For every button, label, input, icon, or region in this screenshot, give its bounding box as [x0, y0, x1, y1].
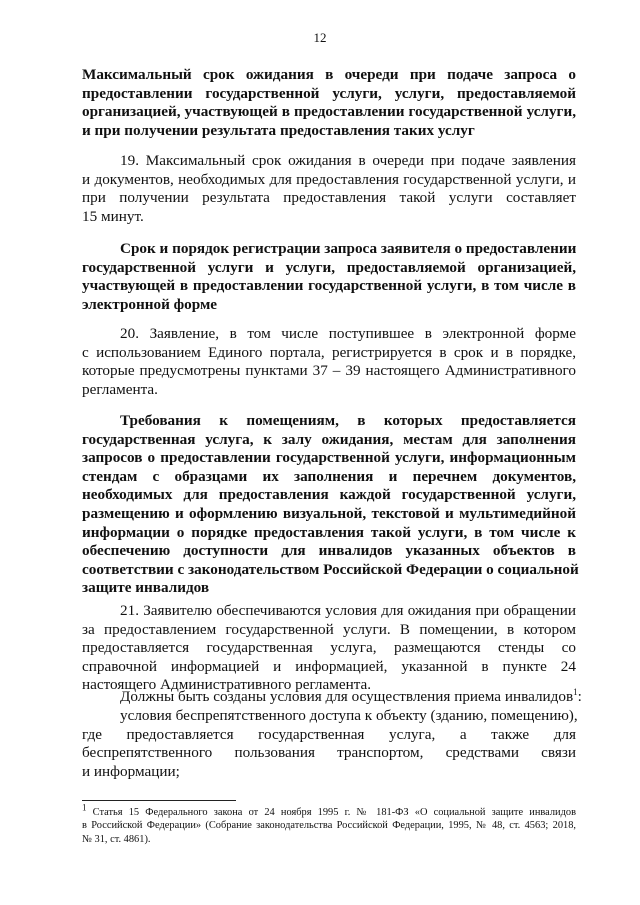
footnote-line: № 31, ст. 4861). — [82, 833, 151, 845]
footnote-ref: 1 — [573, 686, 578, 697]
heading-line: организацией, участвующей в предоставлении государственной услуги, — [82, 103, 576, 121]
paragraph-line: где предоставляется государственная услуга, а также для — [82, 725, 576, 743]
paragraph-line: при получении результата предоставления такой услуги составляет — [82, 189, 576, 207]
paragraph-line: предоставляется государственная услуга, размещаются стенды со — [82, 639, 576, 657]
paragraph-line: 20. Заявление, в том числе поступившее в электронной форме — [120, 325, 576, 342]
heading-line: стендам с образцами их заполнения и перечнем документов, — [82, 467, 576, 485]
heading-line: государственная услуга, к залу ожидания, местам для заполнения — [82, 430, 576, 448]
heading-line: предоставлении государственной услуги, услуги, предоставляемой — [82, 84, 576, 102]
paragraph-line: которые предусмотрены пунктами 37 – 39 настоящего Административного — [82, 362, 576, 380]
heading-line: необходимых для предоставления каждой государственной услуги, — [82, 486, 576, 504]
paragraph-line: беспрепятственного пользования транспортом, средствами связи — [82, 744, 576, 762]
heading-line: соответствии с законодательством Российской Федерации о социальной — [82, 560, 579, 578]
paragraph-line: настоящего Административного регламента. — [82, 676, 372, 694]
paragraph-line: 15 минут. — [82, 207, 144, 225]
heading-line: информации о порядке предоставления такой услуги, в том числе к — [82, 523, 576, 541]
paragraph-disabled-access — [82, 686, 582, 707]
page-number: 12 — [313, 30, 327, 45]
paragraph-text: Должны быть созданы условия для осуществления приема инвалидов — [120, 688, 574, 705]
paragraph-line: и информации; — [82, 762, 180, 780]
paragraph-19 — [82, 152, 576, 226]
footnote-line — [82, 802, 576, 819]
paragraph-line: 21. Заявителю обеспечиваются условия для ожидания при обращении — [120, 602, 576, 619]
paragraph-line: с использованием Единого портала, регистрируется в срок и в порядке, — [82, 343, 576, 361]
footnote-text: Статья 15 Федерального закона от 24 ноября 1995 г. № 181-ФЗ «О социальной защите инвалидов — [92, 807, 576, 818]
heading-line: Требования к помещениям, в которых предоставляется — [120, 412, 576, 429]
heading-line: запросов о предоставлении государственной услуги, информационным — [82, 449, 576, 467]
paragraph-20 — [82, 325, 576, 399]
heading-registration-term — [82, 240, 576, 314]
paragraph-access-conditions — [82, 707, 576, 781]
footnote-marker: 1 — [82, 802, 87, 813]
heading-line: размещению и оформлению визуальной, текстовой и мультимедийной — [82, 504, 576, 522]
paragraph-line: за предоставлением государственной услуги. В помещении, в котором — [82, 620, 576, 638]
heading-max-wait-time — [82, 66, 576, 140]
paragraph-line — [82, 686, 582, 707]
heading-premises-requirements — [82, 412, 579, 598]
paragraph-text: : — [577, 688, 582, 705]
heading-line: участвующей в предоставлении государственной услуги, в том числе в — [82, 277, 576, 295]
footnote-divider — [82, 800, 236, 801]
paragraph-line: и документов, необходимых для предоставления государственной услуги, и — [82, 170, 576, 188]
paragraph-21 — [82, 602, 576, 695]
paragraph-line: 19. Максимальный срок ожидания в очереди при подаче заявления — [120, 152, 576, 169]
footnote-line: в Российской Федерации» (Собрание законодательства Российской Федерации, 1995, № 48, ст. 4563; 2018, — [82, 820, 576, 832]
footnote — [82, 802, 576, 846]
heading-line: защите инвалидов — [82, 579, 210, 597]
heading-line: обеспечению доступности для инвалидов указанных объектов в — [82, 542, 576, 560]
paragraph-line: регламента. — [82, 380, 158, 398]
heading-line: и при получении результата предоставления таких услуг — [82, 121, 475, 139]
paragraph-line: справочной информацией и информацией, указанной в пункте 24 — [82, 657, 576, 675]
heading-line: электронной форме — [82, 295, 218, 313]
heading-line: Максимальный срок ожидания в очереди при подаче запроса о — [82, 66, 576, 83]
heading-line: Срок и порядок регистрации запроса заявителя о предоставлении — [120, 240, 577, 257]
heading-line: государственной услуги и услуги, предоставляемой организацией, — [82, 258, 576, 276]
paragraph-line: условия беспрепятственного доступа к объекту (зданию, помещению), — [120, 707, 578, 724]
